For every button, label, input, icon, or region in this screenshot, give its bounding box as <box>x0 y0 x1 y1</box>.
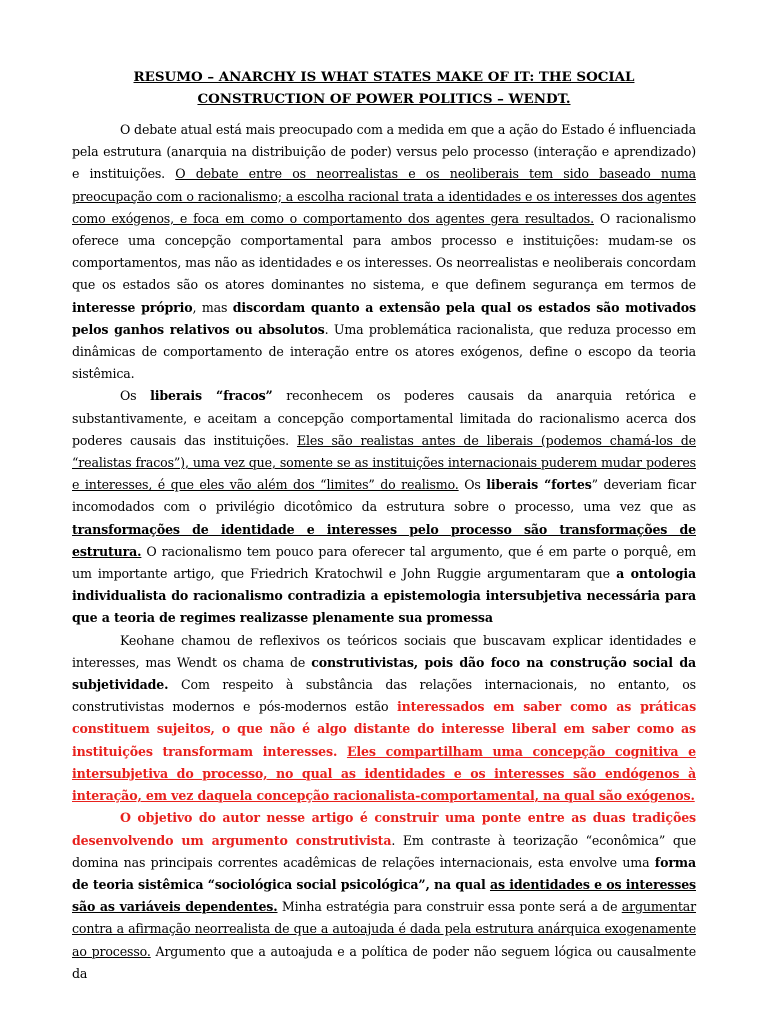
text-run: Com respeito à substância das relações internacionais, no entanto, os construtivistas modernos e pós-modernos estão <box>72 677 696 715</box>
page-title: RESUMO – ANARCHY IS WHAT STATES MAKE OF IT: THE SOCIAL CONSTRUCTION OF POWER POLITICS – WENDT. <box>133 69 635 107</box>
text-run: . Em contraste à teorização “econômica” que domina nas principais correntes acadêmicas de relações internacionais, esta envolve uma <box>72 832 696 870</box>
text-run: O racionalismo oferece uma concepção comportamental para ambos processo e instituições: mudam-se os comportamentos, mas não as identidades e os interesses. Os neorrealistas e neoliberais concordam que os estados são os atores dominantes no sistema, e que definem segurança em termos de <box>72 210 696 293</box>
text-run: O debate atual está mais preocupado com a medida em que a ação do Estado é influenciada pela estrutura (anarquia na distribuição de poder) versus pelo processo (interação e aprendizado) e instituições. <box>72 122 697 182</box>
bold-text: a ontologia individualista do racionalismo contradizia a epistemologia intersubjetiva necessária para que a teoria de regimes realizasse plenamente sua promessa <box>72 566 696 626</box>
bold-underlined-text: as identidades e os interesses são as variáveis dependentes. <box>72 876 696 915</box>
text-run: Keohane chamou de reflexivos os teóricos sociais que buscavam explicar identidades e interesses, mas Wendt os chama de <box>72 632 696 670</box>
bold-text: liberais “fracos” <box>150 388 273 404</box>
text-run: ” deveriam ficar incomodados com o privilégio dicotômico da estrutura sobre o processo, uma vez que as <box>72 477 696 515</box>
text-run: . Uma problemática racionalista, que reduza processo em dinâmicas de comportamento de interação entre os atores exógenos, define o escopo da teoria sistêmica. <box>72 321 696 382</box>
text-run: Os <box>120 388 151 404</box>
underlined-text: argumentar contra a afirmação neorrealista de que a autoajuda é dada pela estrutura anárquica exogenamente ao processo. <box>72 899 697 959</box>
underlined-text: O debate entre os neorrealistas e os neoliberais tem sido baseado numa preocupação com o racionalismo; a escolha racional trata a identidades e os interesses dos agentes como exógenos, e foca em como o comportamento dos agentes gera resultados. <box>72 166 696 226</box>
bold-text: discordam quanto a extensão pela qual os estados são motivados pelos ganhos relativos ou absolutos <box>72 299 696 337</box>
text-run: reconhecem os poderes causais da anarquia retórica e substantivamente, e aceitam a concepção comportamental limitada do racionalismo acerca dos poderes causais das instituições. <box>72 388 697 448</box>
text-run: Minha estratégia para construir essa ponte será a de <box>277 899 622 915</box>
paragraph-4 <box>72 807 696 985</box>
bold-text: liberais “fortes <box>486 477 592 493</box>
bold-text: forma de teoria sistêmica “sociológica social psicológica”, na qual <box>72 854 696 892</box>
paragraph-1 <box>72 119 696 385</box>
text-run: , mas <box>192 299 233 315</box>
paragraph-3 <box>72 630 696 808</box>
text-run: O racionalismo tem pouco para oferecer tal argumento, que é em parte o porquê, em um importante artigo, que Friedrich Kratochwil e John Ruggie argumentaram que <box>72 543 696 582</box>
red-bold-text: interessados em saber como as práticas constituem sujeitos, o que não é algo distante do interesse liberal em saber como as instituições transformam interesses. <box>72 699 697 759</box>
bold-text: interesse próprio <box>72 299 193 315</box>
text-run: Os <box>458 477 487 493</box>
red-bold-underlined-text: Eles compartilham uma concepção cognitiva e intersubjetiva do processo, no qual as identidades e os interesses são endógenos à interação, em vez daquela concepção racionalista-comportamental, na qual são exógenos. <box>72 743 697 804</box>
paragraph-2 <box>72 385 696 629</box>
bold-underlined-text: transformações de identidade e interesses pelo processo são transformações de estrutura. <box>72 521 696 559</box>
red-bold-text: O objetivo do autor nesse artigo é construir uma ponte entre as duas tradições desenvolvendo um argumento construtivista <box>72 810 696 848</box>
bold-text: construtivistas, pois dão foco na construção social da subjetividade. <box>72 654 696 693</box>
text-run: Argumento que a autoajuda e a política de poder não seguem lógica ou causalmente da <box>72 943 696 981</box>
underlined-text: Eles são realistas antes de liberais (podemos chamá-los de “realistas fracos”), uma vez que, somente se as instituições internacionais puderem mudar poderes e interesses, é que eles vão além dos “limites” do realismo. <box>72 432 696 493</box>
